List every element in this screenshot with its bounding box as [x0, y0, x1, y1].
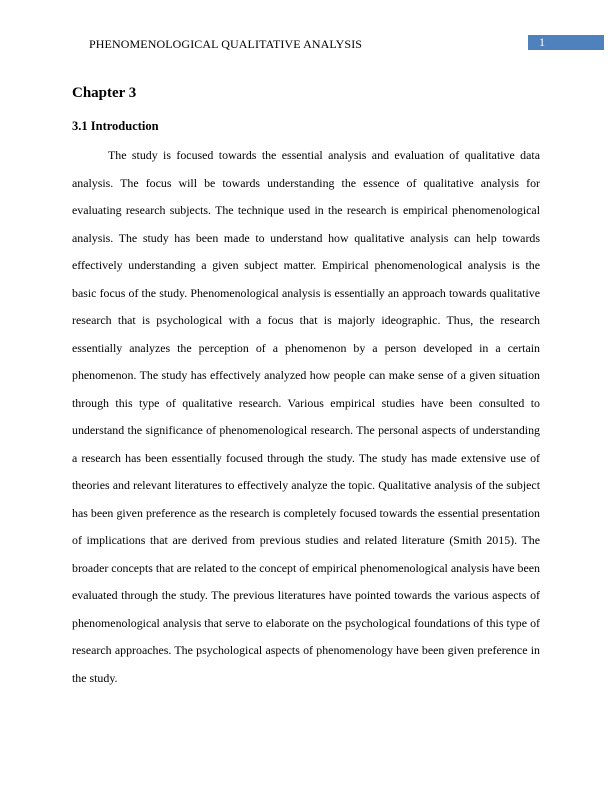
- page-number: 1: [539, 35, 545, 49]
- introduction-paragraph: The study is focused towards the essential analysis and evaluation of qualitative data analysis. The focus will be towards understanding the essence of qualitative analysis for evaluating research subjects. The technique used in the research is empirical phenomenological analysis. The study has been made to understand how qualitative analysis can help towards effectively understanding a given subject matter. Empirical phenomenological analysis is the basic focus of the study. Phenomenological analysis is essentially an approach towards qualitative research that is psychological with a focus that is majorly ideographic. Thus, the research essentially analyzes the perception of a phenomenon by a person developed in a certain phenomenon. The study has effectively analyzed how people can make sense of a given situation through this type of qualitative research. Various empirical studies have been consulted to understand the significance of phenomenological research. The personal aspects of understanding a research has been essentially focused through the study. The study has made extensive use of theories and relevant literatures to effectively analyze the topic. Qualitative analysis of the subject has been given preference as the research is completely focused towards the essential presentation of implications that are derived from previous studies and related literature (Smith 2015). The broader concepts that are related to the concept of empirical phenomenological analysis have been evaluated through the study. The previous literatures have pointed towards the various aspects of phenomenological analysis that serve to elaborate on the psychological foundations of this type of research approaches. The psychological aspects of phenomenology have been given preference in the study.: [72, 148, 540, 685]
- chapter-title: Chapter 3: [72, 85, 137, 101]
- page-number-box: [528, 35, 604, 50]
- section-title: 3.1 Introduction: [72, 119, 159, 133]
- running-header-title: PHENOMENOLOGICAL QUALITATIVE ANALYSIS: [89, 37, 363, 51]
